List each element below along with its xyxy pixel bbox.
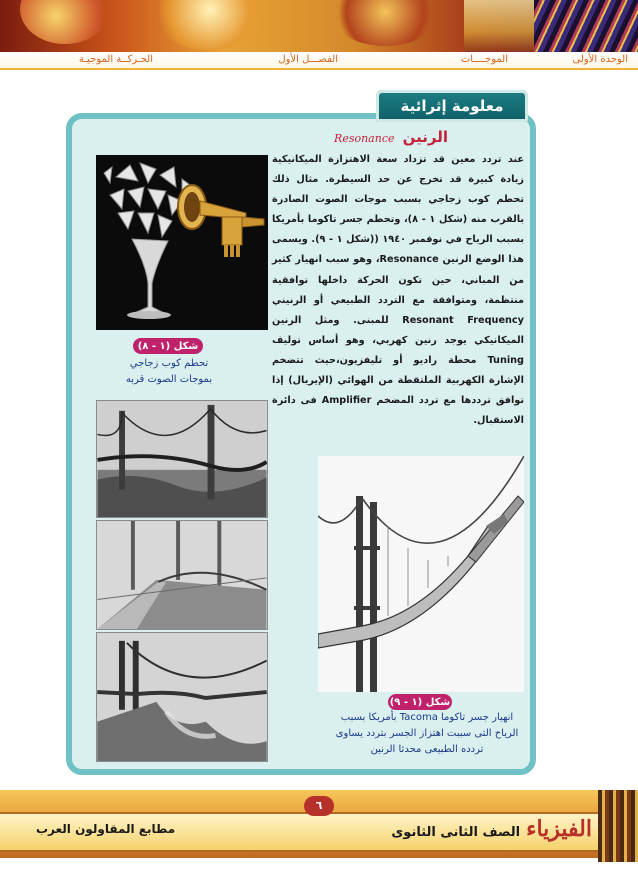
page-number: ٦ — [304, 796, 334, 816]
glass-trumpet-figure — [96, 155, 268, 330]
section-title — [208, 128, 448, 146]
section-title-english: Resonance — [334, 132, 395, 145]
footer-decoration — [598, 790, 638, 862]
figure-8-caption-line: بموجات الصوت قربه — [125, 374, 213, 385]
header-unit: الوحدة الأولى — [572, 54, 628, 65]
figure-9-caption-line: انهيار جسر تاكوما Tacoma بأمريكا بسبب — [340, 712, 514, 723]
banner-decoration — [20, 0, 110, 44]
figure-9-caption — [320, 710, 534, 758]
header-chapter: الفصـــل الأول — [278, 54, 338, 65]
body-paragraph: عند تردد معين قد تزداد سعة الاهتزازة الميكانيكية زيادة كبيرة قد تخرج عن حد السيطرة. مثال ذلك تحطم كوب زجاجي بسبب موجات الصوت الصادرة بالقرب منه (شكل ١ - ٨)، وتحطم جسر تاكوما بأمريكا بسبب الرياح في نوفمبر ١٩٤٠ ((شكل ١ - ٩). ويسمى هذا الوضع الرنين Resonance، وهو سبب انهيار كثير من المباني، حين تكون الحركة داخلها توافقية منتظمة، ومتوافقة مع التردد الطبيعي أو الرنيني Resonant Frequency للمبنى. ومثل الرنين الميكانيكي يوجد رنين كهربي، وهو أساس توليف Tuning محطة راديو أو تليفزيون،حيث تتضخم الإشارة الكهربية الملتقطة من الهوائي (الإيريال) إذا توافق ترددها مع تردد المضخم Amplifier فى دائرة الاستقبال. — [272, 154, 525, 427]
figure-9-caption-line: الرياح التى سببت اهتزاز الجسر بتردد يساوى — [335, 728, 519, 739]
bridge-photo-image — [97, 633, 267, 761]
footer-book-title — [391, 816, 592, 842]
bridge-collapse-drawing — [318, 456, 524, 692]
footer-grade: الصف الثانى الثانوى — [391, 825, 521, 840]
bridge-photo-image — [97, 521, 267, 629]
bridge-photo-image — [97, 401, 267, 517]
banner-photo — [464, 0, 534, 52]
figure-9-label: شكل (١ - ٩) — [388, 694, 452, 710]
header-section: الحـركــة الموجيـة — [78, 54, 153, 65]
top-banner — [0, 0, 638, 52]
bridge-collapse-illustration — [318, 456, 524, 692]
banner-photo — [534, 0, 638, 52]
figure-9-caption-line: تردده الطبيعى محدثا الرنين — [370, 744, 484, 755]
glass-trumpet-illustration — [96, 155, 268, 330]
bridge-photo-deck-twist — [96, 520, 268, 630]
header-topic: الموجــــات — [460, 54, 508, 65]
enrichment-tab: معلومة إثرائية — [376, 90, 528, 122]
section-title-arabic: الرنين — [402, 128, 448, 146]
bridge-photo-oscillating — [96, 400, 268, 518]
footer-subject: الفيزياء — [526, 816, 592, 842]
bridge-photo-collapse — [96, 632, 268, 762]
figure-8-label: شكل (١ - ٨) — [133, 338, 203, 354]
banner-decoration — [150, 0, 270, 50]
page-bottom-margin — [0, 862, 638, 894]
figure-8-caption-line: تحطم كوب زجاجي — [129, 358, 209, 369]
banner-decoration — [330, 0, 440, 46]
figure-8-caption — [106, 356, 232, 388]
running-header — [0, 52, 638, 70]
footer-publisher: مطابع المقاولون العرب — [36, 822, 176, 836]
